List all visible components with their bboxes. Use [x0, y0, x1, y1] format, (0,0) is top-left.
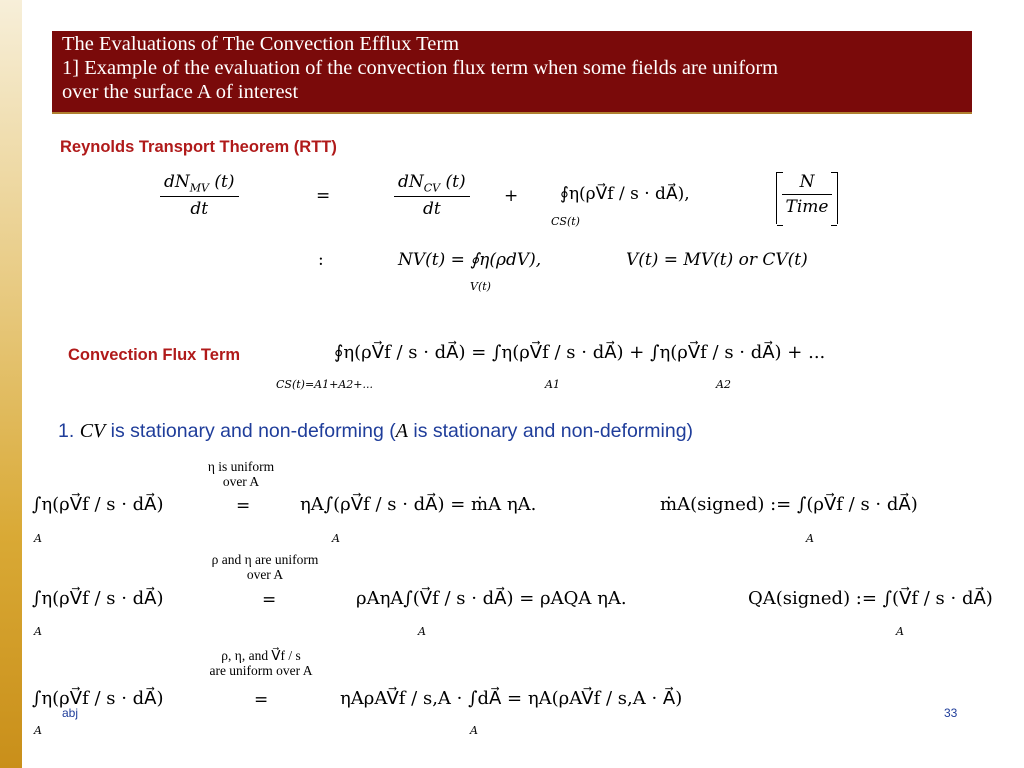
eq1-equals: = [236, 496, 251, 516]
rtt-heading: Reynolds Transport Theorem (RTT) [60, 138, 337, 156]
eq2-lhs: ∫η(ρV⃗f / s · dA⃗) [32, 588, 164, 609]
convection-limit-cs: CS(t)=A1+A2+... [276, 378, 373, 391]
eq1-lhs: ∫η(ρV⃗f / s · dA⃗) [32, 494, 164, 515]
eq1-rhs-limit: A [332, 532, 340, 545]
rtt-plus: + [504, 186, 519, 206]
eq1-mass-flow-definition: ṁA(signed) := ∫(ρV⃗f / s · dA⃗) [660, 494, 918, 515]
case-a: A [395, 420, 408, 442]
rtt-flux-limit: CS(t) [551, 215, 580, 228]
volume-definition: V(t) = MV(t) or CV(t) [626, 250, 808, 270]
eq3-lhs-limit: A [34, 724, 42, 737]
rtt-flux-integral: ∮η(ρV⃗f / s · dA⃗), [560, 184, 690, 204]
eq3-rhs-limit: A [470, 724, 478, 737]
eq2-rhs-limit: A [418, 625, 426, 638]
case-text-2: is stationary and non-deforming) [413, 420, 694, 442]
eq2-rhs: ρAηA∫(V⃗f / s · dA⃗) = ρAQA ηA. [356, 588, 627, 609]
nv-limit: V(t) [470, 280, 491, 293]
rtt-lhs-fraction: $\frac{dN_{MV} (t)}{dt}$ [160, 172, 239, 219]
rtt-equals: = [316, 186, 331, 206]
eq2-volume-flow-definition: QA(signed) := ∫(V⃗f / s · dA⃗) [748, 588, 993, 609]
title-line-1: The Evaluations of The Convection Efflux Term [62, 33, 460, 55]
rtt-def-colon: : [318, 250, 324, 270]
footer-author: abj [62, 706, 79, 720]
rtt-units: $\frac{N}{\text{Time}}$ [782, 172, 832, 217]
case-cv: CV [79, 420, 106, 442]
eq2-equals: = [262, 590, 277, 610]
eq2-lhs-limit: A [34, 625, 42, 638]
decorative-side-bar [0, 0, 22, 768]
convection-expansion: ∮η(ρV⃗f / s · dA⃗) = ∫η(ρV⃗f / s · dA⃗) + ∫η(ρV⃗f / s · dA⃗) + ... [334, 342, 826, 363]
slide-title [52, 31, 972, 114]
eq3-lhs: ∫η(ρV⃗f / s · dA⃗) [32, 688, 164, 709]
case-1-statement [58, 420, 693, 443]
eq1-lhs-limit: A [34, 532, 42, 545]
eq2-condition: ρ and η are uniform over A [211, 552, 319, 582]
title-line-3: over the surface A of interest [62, 81, 299, 103]
eq1-def-limit: A [806, 532, 814, 545]
title-line-2: 1] Example of the evaluation of the convection flux term when some fields are uniform [62, 57, 779, 79]
rtt-rhs-fraction: $\frac{dN_{CV} (t)}{dt}$ [394, 172, 470, 219]
case-text-1: is stationary and non-deforming ( [110, 420, 396, 442]
convection-limit-a2: A2 [716, 378, 731, 391]
eq2-def-limit: A [896, 625, 904, 638]
eq1-rhs: ηA∫(ρV⃗f / s · dA⃗) = ṁA ηA. [300, 494, 537, 515]
eq3-equals: = [254, 690, 269, 710]
eq3-condition: ρ, η, and V⃗f / s are uniform over A [209, 648, 313, 678]
eq1-condition: η is uniform over A [207, 459, 275, 489]
convection-heading: Convection Flux Term [68, 346, 241, 364]
case-number: 1. [58, 420, 75, 442]
eq3-rhs: ηAρAV⃗f / s,A · ∫dA⃗ = ηA(ρAV⃗f / s,A · A⃗) [340, 688, 683, 709]
convection-limit-a1: A1 [545, 378, 560, 391]
page-number: 33 [944, 706, 958, 720]
nv-definition: NV(t) = ∮η(ρdV), [398, 250, 542, 270]
